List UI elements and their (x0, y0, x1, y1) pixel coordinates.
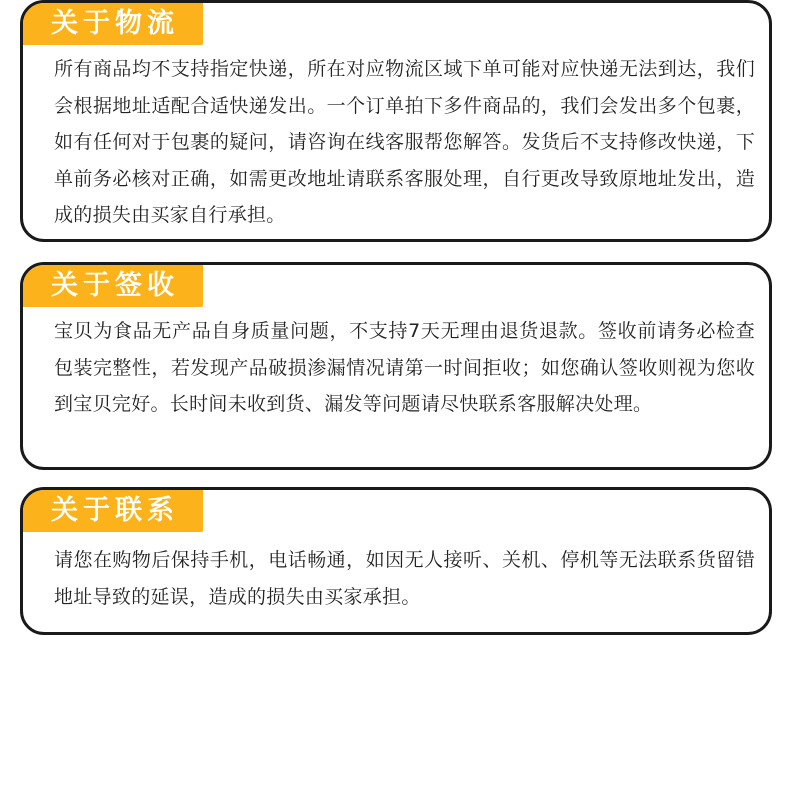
contact-section-title: 关于联系 (23, 490, 203, 532)
logistics-section-title: 关于物流 (23, 3, 203, 45)
contact-notice-card (20, 487, 772, 635)
signing-section-text: 宝贝为食品无产品自身质量问题，不支持7天无理由退货退款。签收前请务必检查包装完整性，若发现产品破损渗漏情况请第一时间拒收；如您确认签收则视为您收到宝贝完好。长时间未收到货、漏发等问题请尽快联系客服解决处理。 (54, 320, 755, 415)
logistics-section-text: 所有商品均不支持指定快递，所在对应物流区域下单可能对应快递无法到达，我们会根据地址适配合适快递发出。一个订单拍下多件商品的，我们会发出多个包裹，如有任何对于包裹的疑问，请咨询在线客服帮您解答。发货后不支持修改快递，下单前务必核对正确，如需更改地址请联系客服处理，自行更改导致原地址发出，造成的损失由买家自行承担。 (54, 58, 755, 226)
signing-notice-card (20, 262, 772, 470)
signing-section-title: 关于签收 (23, 265, 203, 307)
logistics-notice-card (20, 0, 772, 242)
contact-section-text: 请您在购物后保持手机，电话畅通，如因无人接听、关机、停机等无法联系货留错地址导致的延误，造成的损失由买家承担。 (54, 549, 755, 608)
